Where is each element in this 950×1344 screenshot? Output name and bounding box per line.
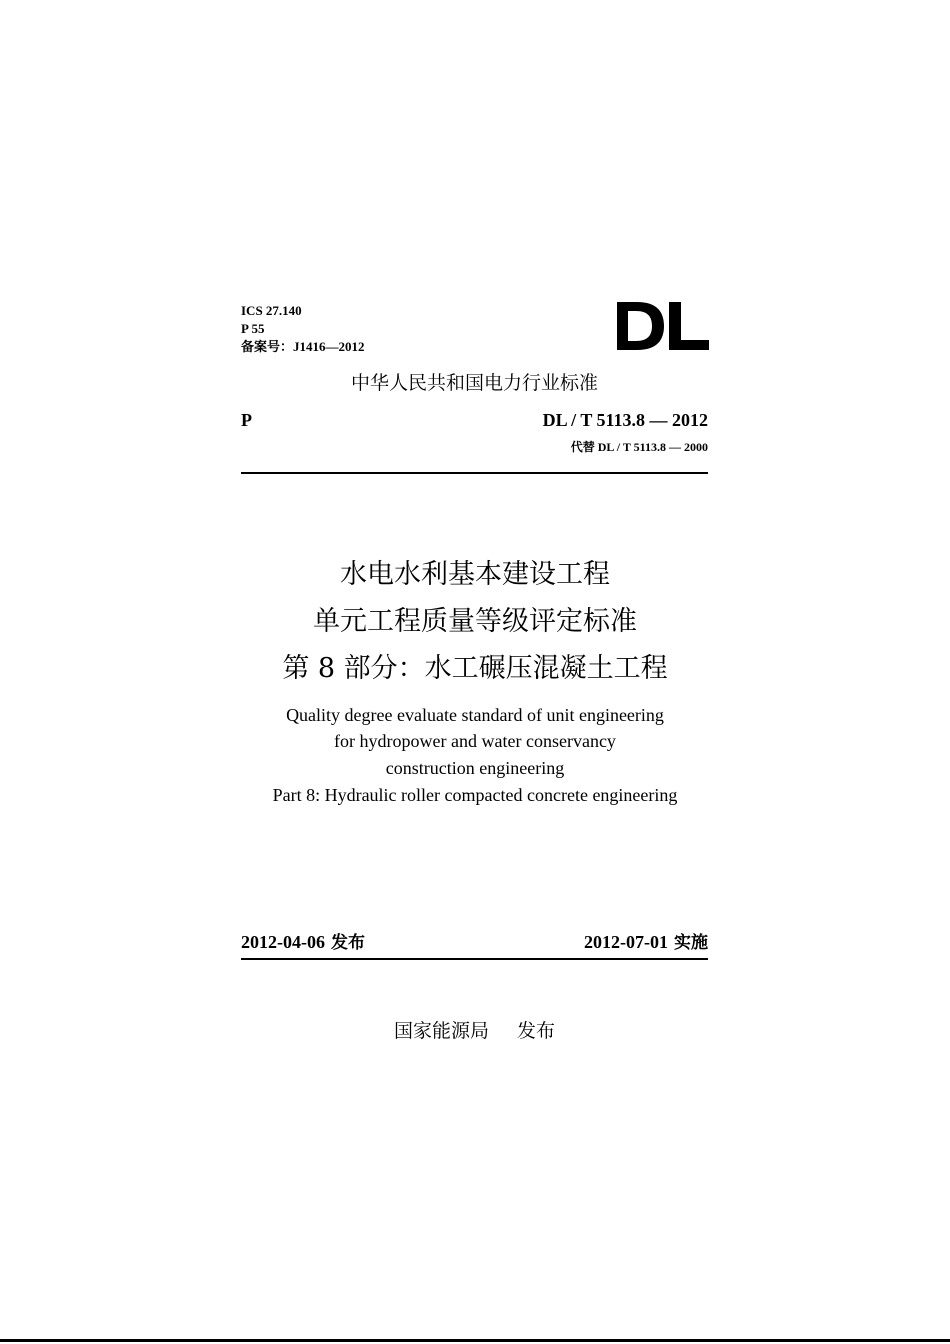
title-cn-line-3: 第 8 部分：水工碾压混凝土工程: [282, 653, 668, 684]
title-cn-line-1: 水电水利基本建设工程: [340, 559, 610, 590]
issuing-industry-standard-label: 中华人民共和国电力行业标准: [350, 372, 598, 394]
effective-label: 实施: [674, 933, 708, 953]
issuer-action: 发布: [517, 1020, 556, 1042]
record-number: 备案号：J1416—2012: [241, 339, 365, 354]
issuer: [241, 1016, 708, 1043]
release-date-value: 2012-04-06: [241, 932, 325, 952]
ccs-code: P 55: [241, 321, 265, 336]
page-bottom-border: [0, 1339, 950, 1342]
release-label: 发布: [331, 933, 365, 953]
title-en-line-4: Part 8: Hydraulic roller compacted concrete engineering: [272, 785, 678, 805]
header-divider: [241, 472, 708, 474]
title-en-line-3: construction engineering: [385, 758, 565, 778]
classification-code: P: [241, 410, 252, 430]
effective-date: [584, 928, 708, 953]
replaces-standard: 代替 DL / T 5113.8 — 2000: [570, 440, 708, 454]
issuer-name: 国家能源局: [393, 1020, 489, 1042]
title-cn-line-2: 单元工程质量等级评定标准: [313, 606, 637, 637]
ics-code: ICS 27.140: [241, 303, 302, 318]
release-date: [241, 928, 365, 953]
effective-date-value: 2012-07-01: [584, 932, 668, 952]
title-en-line-1: Quality degree evaluate standard of unit engineering: [286, 705, 664, 725]
title-en-line-2: for hydropower and water conservancy: [334, 731, 616, 751]
date-divider: [241, 958, 708, 960]
dl-logo: [617, 302, 709, 350]
standard-number: DL / T 5113.8 — 2012: [542, 410, 708, 430]
